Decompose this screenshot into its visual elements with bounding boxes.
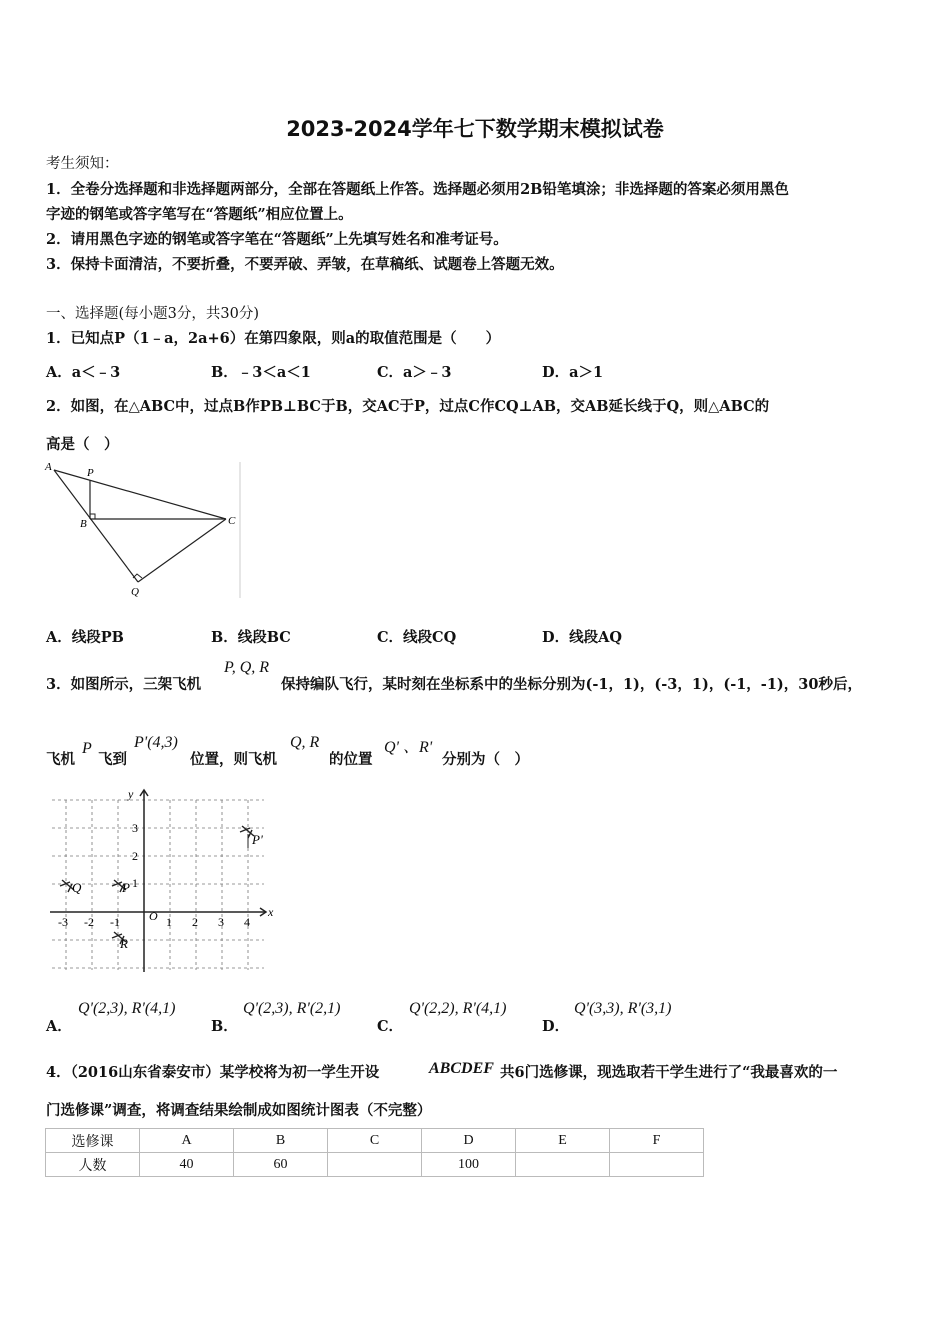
q2-option-b: B．线段BC [211,629,291,646]
plane-r-label: R [120,936,128,951]
notice-item-1: 1．全卷分选择题和非选择题两部分，全部在答题纸上作答。选择题必须用2B铅笔填涂；非选择题的答案必须用黑色 [46,181,789,198]
q2-option-d: D．线段AQ [542,629,622,646]
q3-line2-math2: Q, R [290,734,320,751]
q1-option-a: A．a＜﹣3 [46,364,121,381]
q3-line2-p: P [82,740,92,757]
y-tick: 2 [132,849,138,863]
triangle-figure [44,460,244,600]
label-b: B [80,518,87,530]
x-tick: 4 [244,915,250,929]
table-header-row [46,1129,704,1153]
q3-option-b-letter: B． [211,1018,238,1035]
table-cell: C [328,1129,422,1153]
x-tick: -3 [58,915,68,929]
coordinate-grid-figure [44,786,276,976]
table-cell: A [140,1129,234,1153]
q3-line2-d: 的位置 [329,751,373,768]
table-cell: E [516,1129,610,1153]
q3-option-c-letter: C． [377,1018,404,1035]
q3-line2-math1: P'(4,3) [134,734,178,751]
axis-y-label: y [128,787,134,801]
q4-stem-a: 4．（2016山东省泰安市）某学校将为初一学生开设 [46,1064,380,1081]
q3-option-a-math: Q'(2,3), R'(4,1) [78,1000,176,1017]
q1-option-b: B．﹣3＜a＜1 [211,364,311,381]
table-cell: B [234,1129,328,1153]
q1-option-d: D．a＞1 [542,364,604,381]
table-cell: 100 [422,1153,516,1177]
q3-line2-b: 飞到 [98,751,127,768]
table-cell: D [422,1129,516,1153]
label-q: Q [131,586,139,598]
plane-p-prime-label: P' [252,832,263,847]
q4-stem-cont: 门选修课”调查，将调查结果绘制成如图统计图表（不完整） [46,1102,432,1119]
table-cell: 40 [140,1153,234,1177]
segment-ac [54,470,226,519]
label-p: P [87,467,94,479]
q2-option-c: C．线段CQ [377,629,457,646]
table-cell [328,1153,422,1177]
q3-option-d-math: Q'(3,3), R'(3,1) [574,1000,672,1017]
q3-option-a-letter: A． [46,1018,72,1035]
q2-option-a: A．线段PB [46,629,124,646]
table-row [46,1153,704,1177]
table-cell [516,1153,610,1177]
y-tick: 1 [132,876,138,890]
label-c: C [228,515,236,527]
x-tick: -1 [110,915,120,929]
table-cell: F [610,1129,704,1153]
table-cell: 60 [234,1153,328,1177]
segment-aq [54,470,138,582]
plane-q-label: Q [72,880,82,895]
q2-stem-cont: 高是（ ） [46,436,119,453]
q4-stem-b: 共6门选修课，现选取若干学生进行了“我最喜欢的一 [500,1064,838,1081]
axis-x-label: x [268,905,274,919]
notice-heading: 考生须知： [46,156,119,172]
q3-option-c-math: Q'(2,2), R'(4,1) [409,1000,507,1017]
x-tick: 2 [192,915,198,929]
q3-option-b-math: Q'(2,3), R'(2,1) [243,1000,341,1017]
q1-option-c: C．a＞﹣3 [377,364,452,381]
x-tick: 3 [218,915,224,929]
q3-line2-a: 飞机 [46,751,75,768]
notice-item-3: 3．保持卡面清洁，不要折叠，不要弄破、弄皱，在草稿纸、试题卷上答题无效。 [46,256,564,273]
table-cell: 人数 [46,1153,140,1177]
elective-table [45,1128,704,1177]
table-cell [610,1153,704,1177]
plane-p-label: P [122,880,130,895]
q3-stem-prefix: 3．如图所示，三架飞机 [46,676,202,693]
x-tick: -2 [84,915,94,929]
segment-cq [138,519,226,582]
q3-line2-c: 位置，则飞机 [190,751,277,768]
notice-item-1-cont: 字迹的钢笔或答字笔写在“答题纸”相应位置上。 [46,206,353,223]
q3-line2-math3: Q' 、R' [384,739,433,756]
q2-stem: 2．如图，在△ABC中，过点B作PB⊥BC于B，交AC于P，过点C作CQ⊥AB，交AB延长线于Q，则△ABC的 [46,398,770,415]
page-title: 2023-2024学年七下数学期末模拟试卷 [286,117,664,141]
q4-stem-math: ABCDEF [429,1060,494,1077]
label-a: A [45,461,52,473]
origin-label: O [149,909,158,923]
q3-stem-suffix: 保持编队飞行，某时刻在坐标系中的坐标分别为(-1，1)，(-3，1)，(-1，-1)，30秒后， [281,676,862,693]
q3-option-d-letter: D． [542,1018,570,1035]
x-tick: 1 [166,915,172,929]
notice-item-2: 2．请用黑色字迹的钢笔或答字笔在“答题纸”上先填写姓名和准考证号。 [46,231,508,248]
q1-stem: 1．已知点P（1﹣a，2a+6）在第四象限，则a的取值范围是（ ） [46,330,501,347]
q3-planes-math: P, Q, R [224,659,270,676]
q3-line2-e: 分别为（ ） [442,751,529,768]
y-tick: 3 [132,821,138,835]
section-heading: 一、选择题(每小题3分，共30分) [46,306,259,322]
table-cell: 选修课 [46,1129,140,1153]
